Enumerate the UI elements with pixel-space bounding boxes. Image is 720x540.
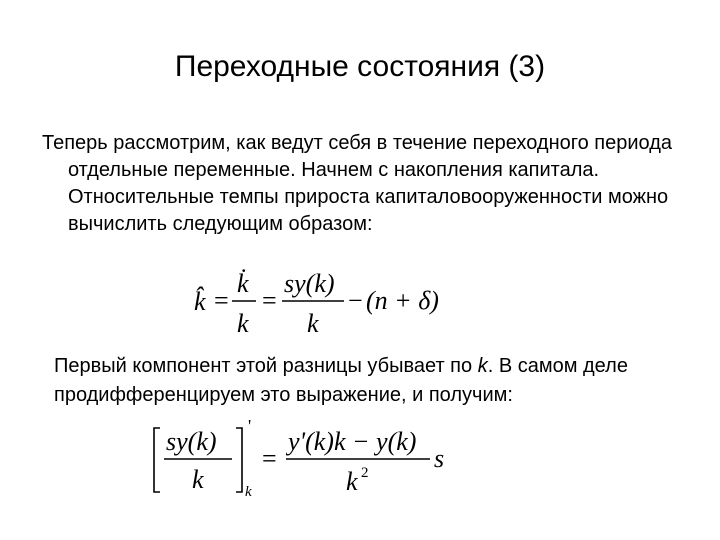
savings-factor: s xyxy=(434,444,445,473)
k-denominator-1: k xyxy=(237,309,249,338)
equals-sign-1: = xyxy=(214,286,229,315)
derivative-formula xyxy=(148,414,452,500)
para2-variable: k xyxy=(477,355,488,377)
para2-text-start: Первый компонент этой разницы убывает по xyxy=(54,355,478,377)
equals-sign-2: = xyxy=(262,286,277,315)
intro-paragraph: Теперь рассмотрим, как ведут себя в течение переходного периода отдельные переменные. Начнем с накопления капитала. Относительные темпы прироста капиталовооруженности можно вычислить следующим образом: xyxy=(42,132,672,235)
rhs-exponent: 2 xyxy=(361,465,369,481)
slide-title: Переходные состояния (3) xyxy=(174,50,546,83)
derivative-paragraph xyxy=(54,352,704,410)
subscript-k: k xyxy=(245,484,252,500)
left-bracket xyxy=(154,428,160,492)
k-dot-numerator: k̇ xyxy=(237,269,249,298)
para2-text-end: . В самом деле продифференцируем это выражение, и получим: xyxy=(54,355,628,406)
right-bracket xyxy=(236,428,242,492)
bracket-numerator: sy(k) xyxy=(166,427,217,456)
prime-mark: ' xyxy=(248,416,252,436)
rhs-denominator: k xyxy=(346,467,358,496)
minus-sign: − xyxy=(348,286,363,315)
k-denominator-2: k xyxy=(307,309,319,338)
sy-k-numerator: sy(k) xyxy=(284,269,335,298)
equals-sign: = xyxy=(262,444,277,473)
depreciation-term: (n + δ) xyxy=(366,286,439,315)
rhs-numerator: y'(k)k − y(k) xyxy=(288,427,417,456)
k-hat-symbol: k̂ xyxy=(194,287,206,316)
capital-growth-formula xyxy=(192,262,454,342)
bracket-denominator: k xyxy=(192,465,204,494)
